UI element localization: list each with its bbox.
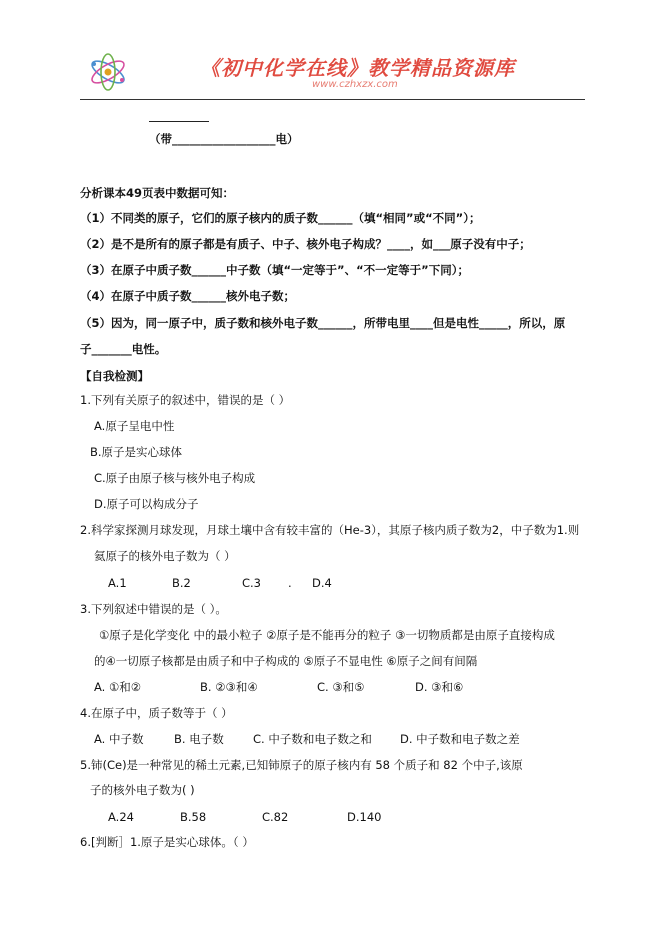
q3-option-b: B. ②③和④ — [200, 680, 258, 694]
q1-option-d: D.原子可以构成分子 — [94, 497, 199, 511]
q5-option-d: D.140 — [347, 810, 382, 824]
analysis-item-5: （5）因为，同一原子中，质子数和核外电子数______，所带电里____但是电性_____，所以，原 — [80, 316, 566, 330]
q4-option-c: C. 中子数和电子数之和 — [253, 732, 372, 746]
q1-option-c: C.原子由原子核与核外电子构成 — [94, 471, 256, 485]
analysis-item-2: （2）是不是所有的原子都是有质子、中子、核外电子构成？____，如___原子没有中子； — [80, 237, 531, 251]
q5-option-a: A.24 — [108, 810, 134, 824]
q4-option-d: D. 中子数和电子数之差 — [400, 732, 520, 746]
q1-stem: 1.下列有关原子的叙述中，错误的是（ ） — [80, 393, 291, 407]
q3-option-d: D. ③和⑥ — [415, 680, 464, 694]
q2-stem: 2.科学家探测月球发现，月球土壤中含有较丰富的（He-3），其原子核内质子数为2，中子数为1.则 — [80, 523, 580, 537]
q3-statements-2: 的④一切原子核都是由质子和中子构成的 ⑤原子不显电性 ⑥原子之间有间隔 — [94, 654, 478, 668]
q4-stem: 4.在原子中，质子数等于（ ） — [80, 706, 233, 720]
q3-option-a: A. ①和② — [94, 680, 142, 694]
q5-stem: 5.铈(Ce)是一种常见的稀土元素,已知铈原子的原子核内有 58 个质子和 82 个中子,该原 — [80, 758, 523, 772]
atom-logo-icon — [86, 50, 130, 94]
answer-blank-line — [149, 121, 209, 122]
analysis-item-3: （3）在原子中质子数______中子数（填“一定等于”、“不一定等于”下同）； — [80, 263, 469, 277]
q4-option-a: A. 中子数 — [94, 732, 144, 746]
q2-option-d: D.4 — [312, 576, 332, 590]
banner-title: 《初中化学在线》教学精品资源库 — [200, 56, 515, 80]
analysis-item-5-cont: 子_______电性。 — [80, 342, 167, 356]
self-check-heading: 【自我检测】 — [80, 369, 149, 383]
q2-option-a: A.1 — [108, 576, 127, 590]
charge-blank: __________________ — [172, 132, 276, 146]
q3-option-c: C. ③和⑤ — [317, 680, 365, 694]
analysis-heading: 分析课本49页表中数据可知： — [80, 186, 235, 200]
q2-stem-cont: 氦原子的核外电子数为（ ） — [94, 549, 236, 563]
banner-url: www.czhxzx.com — [312, 79, 398, 90]
q1-option-a: A.原子呈电中性 — [94, 419, 175, 433]
q5-option-b: B.58 — [180, 810, 207, 824]
charge-prefix: （带 — [149, 132, 172, 146]
q5-option-c: C.82 — [262, 810, 289, 824]
q3-stem: 3.下列叙述中错误的是（ ）。 — [80, 602, 227, 616]
q3-statements-1: ①原子是化学变化 中的最小粒子 ②原子是不能再分的粒子 ③一切物质都是由原子直接构成 — [99, 628, 555, 642]
charge-line — [149, 131, 299, 147]
q2-dot: . — [288, 576, 292, 590]
q6-stem: 6.[判断］1.原子是实心球体。（ ） — [80, 835, 254, 849]
header-banner — [80, 46, 584, 98]
analysis-item-1: （1）不同类的原子，它们的原子核内的质子数______（填“相同”或“不同”）； — [80, 211, 481, 225]
q4-option-b: B. 电子数 — [174, 732, 224, 746]
q2-option-c: C.3 — [242, 576, 262, 590]
header-divider — [80, 99, 585, 100]
q1-option-b: B.原子是实心球体 — [90, 445, 183, 459]
analysis-item-4: （4）在原子中质子数______核外电子数； — [80, 289, 295, 303]
q2-option-b: B.2 — [172, 576, 191, 590]
q5-stem-cont: 子的核外电子数为( ) — [90, 783, 195, 797]
charge-suffix: 电） — [275, 132, 299, 146]
